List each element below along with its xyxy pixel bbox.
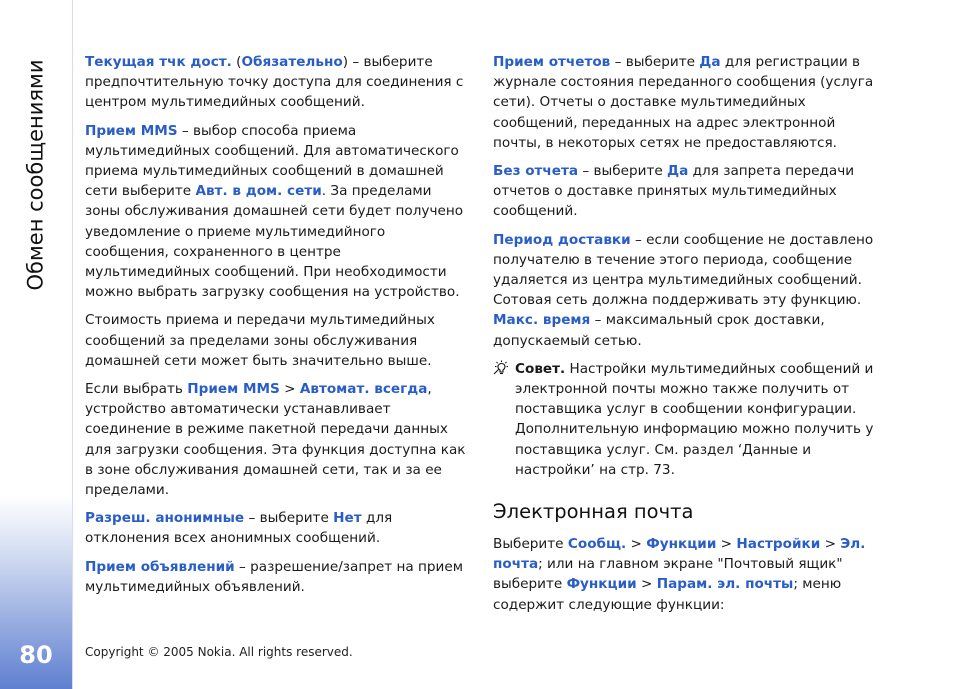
term: Прием объявлений [85,558,235,575]
option: Парам. эл. почты [656,576,794,593]
option: Да [667,163,689,180]
text: – выберите [578,163,668,180]
separator: > [716,536,737,553]
tip-text: Настройки мультимедийных сообщений и электронной почты можно также получить от поставщика услуг в сообщении конфигурации. Дополнительную информацию можно получить у поставщика услуг. См. раздел ‘Данные и настройки’ на стр. 73. [515,360,874,478]
term: Макс. время [493,312,591,329]
paragraph-receive-reports [493,52,878,153]
text: ; или на главном экране "Почтовый ящик" выберите [493,556,843,593]
option: Автомат. всегда [299,381,428,398]
term: Прием MMS [85,122,178,139]
option: Нет [333,510,362,527]
right-column [493,52,878,623]
paragraph-adverts [85,557,470,597]
term: Прием отчетов [493,54,611,70]
option: Функции [566,576,637,593]
option: Эл. почта [493,536,866,573]
paragraph-max-time [493,310,878,350]
chapter-title [11,60,61,290]
text: для регистрации в журнале состояния переданного сообщения (услуга сети). Отчеты о доставке мультимедийных сообщений, переданных на адрес электронной почты, в некоторых сетях не предоставляются. [493,54,874,151]
paragraph-mms-reception [85,121,470,303]
paragraph-current-access-point [85,52,470,113]
term: Без отчета [493,163,579,180]
section-heading: Электронная почта [493,500,694,524]
paragraph-email-path [493,534,878,615]
term: Период доставки [493,231,631,248]
text: – выберите [244,510,334,527]
text: – выберите [610,54,700,70]
tip-label: Совет. [515,360,566,377]
text: , устройство автоматически устанавливает соединение в режиме пакетной передачи данных для загрузки сообщения. Эта функция доступна как в зоне обслуживания домашней сети, так и за ее пределами. [85,381,466,499]
option: Авт. в дом. сети [195,183,322,200]
separator: > [626,536,647,553]
left-column [85,52,470,605]
paragraph-no-report [493,161,878,222]
chapter-title-text: Обмен сообщениями [24,59,49,291]
separator: > [820,536,841,553]
term: Разреш. анонимные [85,510,245,527]
option: Да [699,54,721,70]
text: ( [231,54,242,70]
text: – если сообщение не доставлено получателю в течение этого периода, сообщение удаляется из центра мультимедийных сообщений. Сотовая сеть должна поддерживать эту функцию. [493,231,874,309]
paragraph-anonymous [85,508,470,548]
term: Текущая тчк дост. [85,54,232,70]
text: – разрешение/запрет на прием мультимедийных объявлений. [85,558,463,595]
option: Прием MMS [187,381,280,398]
tip-box [493,359,878,480]
text: – максимальный срок доставки, допускаемый сетью. [493,312,825,349]
option: Сообщ. [567,536,627,553]
paragraph-roaming-cost: Стоимость приема и передачи мультимедийных сообщений за пределами зоны обслуживания домашней сети может быть значительно выше. [85,312,435,369]
paragraph-delivery-period [493,230,878,311]
text: . За пределами зоны обслуживания домашней сети будет получено уведомление о приеме мультимедийного сообщения, сохраненного в центре мультимедийных сообщений. При необходимости можно выбрать загрузку сообщения на устройство. [85,183,464,301]
text: для отклонения всех анонимных сообщений. [85,510,393,547]
option: Настройки [736,536,821,553]
text: – выбор способа приема мультимедийных сообщений. Для автоматического приема мультимедийных сообщений в домашней сети выберите [85,122,459,200]
text: Если выбрать [85,381,188,398]
paragraph-auto-download [85,379,470,500]
option: Функции [646,536,717,553]
page-number: 80 [19,641,53,669]
text: для запрета передачи отчетов о доставке принятых мультимедийных сообщений. [493,163,855,220]
separator: > [279,381,300,398]
copyright-footer: Copyright © 2005 Nokia. All rights reserved. [85,645,353,659]
option: Обязательно [241,54,343,70]
separator: > [636,576,657,593]
text: ; меню содержит следующие функции: [493,576,842,613]
text: Выберите [493,536,568,553]
text: ) – выберите предпочтительную точку доступа для соединения с центром мультимедийных сообщений. [85,54,464,111]
lightbulb-icon [493,360,511,378]
sidebar [0,0,73,689]
